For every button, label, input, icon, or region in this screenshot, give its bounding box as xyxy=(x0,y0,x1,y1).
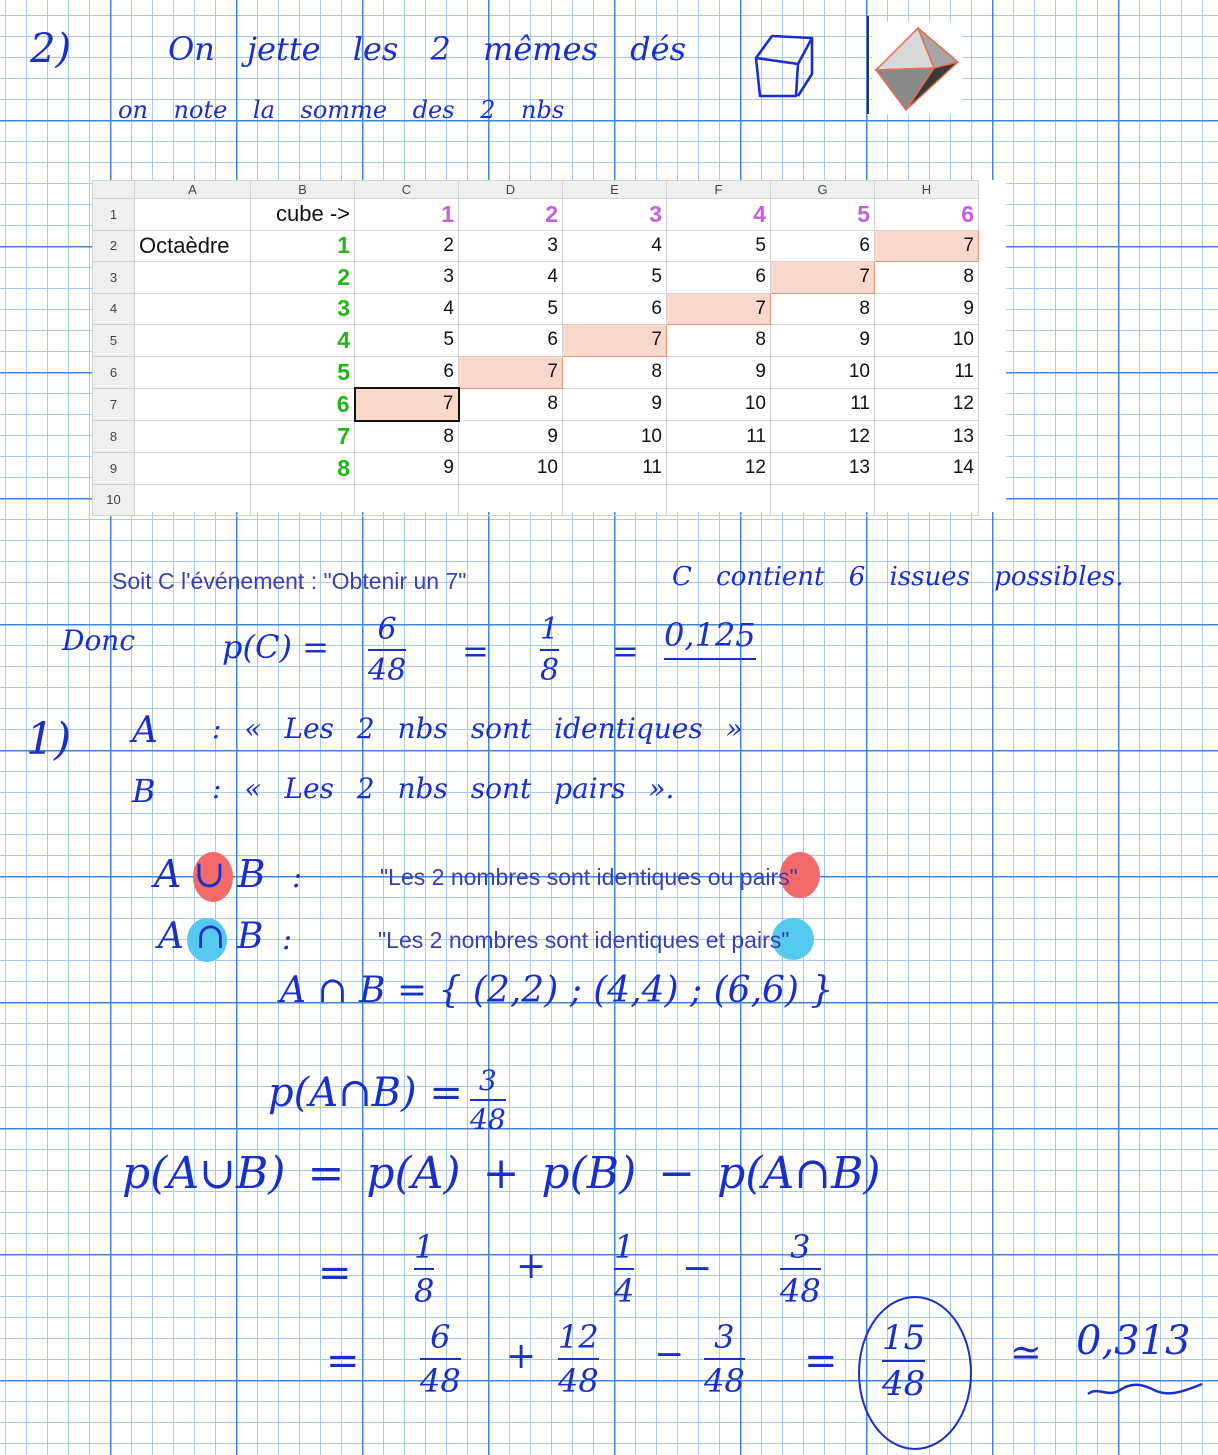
l2-b-num: 1 xyxy=(614,1228,635,1266)
row-number[interactable]: 8 xyxy=(93,421,135,453)
p-inter-num: 3 xyxy=(478,1064,497,1097)
sum-cell[interactable]: 10 xyxy=(563,421,667,453)
l3-plus: + xyxy=(506,1336,537,1377)
cell[interactable] xyxy=(135,453,251,485)
sum-cell[interactable]: 12 xyxy=(771,421,875,453)
approx-sign: ≃ xyxy=(1010,1330,1042,1374)
sum-cell[interactable]: 10 xyxy=(771,356,875,388)
octa-value-cell[interactable]: 3 xyxy=(251,293,355,325)
event-c-definition: Soit C l'événement : "Obtenir un 7" xyxy=(112,568,467,594)
event-b-definition: : « Les 2 nbs sont pairs ». xyxy=(212,772,675,805)
col-header[interactable]: C xyxy=(355,181,459,199)
sum-cell[interactable]: 9 xyxy=(771,325,875,357)
l3-a-num: 6 xyxy=(430,1318,451,1356)
pc-f2-num: 1 xyxy=(540,612,560,647)
sum-cell-seven[interactable]: 7 xyxy=(771,262,875,294)
octa-value-cell[interactable]: 8 xyxy=(251,453,355,485)
cell[interactable] xyxy=(135,293,251,325)
inter-set: A ∩ B = { (2,2) ; (4,4) ; (6,6) } xyxy=(280,970,834,1011)
sum-cell[interactable]: 6 xyxy=(771,230,875,262)
l3-eq-2: = xyxy=(804,1338,838,1384)
sum-cell[interactable]: 8 xyxy=(667,325,771,357)
event-c-note: C contient 6 issues possibles. xyxy=(672,562,1124,592)
fraction-bar xyxy=(614,1268,634,1270)
sum-cell[interactable]: 4 xyxy=(563,230,667,262)
l3-b-den: 48 xyxy=(558,1362,599,1400)
sum-cell[interactable]: 14 xyxy=(875,453,979,485)
cell[interactable] xyxy=(135,199,251,231)
octa-value-cell[interactable]: 5 xyxy=(251,356,355,388)
fraction-bar xyxy=(882,1360,925,1362)
cell[interactable] xyxy=(135,356,251,388)
sum-cell[interactable]: 6 xyxy=(667,262,771,294)
column-header-row xyxy=(93,181,979,199)
octahedron-die-icon xyxy=(872,22,962,114)
union-colon: : xyxy=(292,860,303,895)
final-den: 48 xyxy=(882,1364,926,1404)
table-row xyxy=(93,230,979,262)
col-header[interactable]: B xyxy=(251,181,355,199)
cube-value-cell[interactable]: 4 xyxy=(667,199,771,231)
icon-divider xyxy=(867,16,869,114)
sum-cell[interactable]: 12 xyxy=(875,388,979,421)
sum-cell[interactable]: 9 xyxy=(459,421,563,453)
sum-cell[interactable]: 4 xyxy=(355,293,459,325)
pc-lhs: p(C) = xyxy=(222,628,329,666)
col-header[interactable]: H xyxy=(875,181,979,199)
sum-cell[interactable]: 9 xyxy=(875,293,979,325)
inter-colon: : xyxy=(282,922,293,957)
row-number[interactable]: 3 xyxy=(93,262,135,294)
pc-f2-den: 8 xyxy=(540,653,560,688)
sum-cell[interactable]: 9 xyxy=(667,356,771,388)
fraction-bar xyxy=(704,1358,745,1360)
pc-fraction-2 xyxy=(540,612,559,688)
fraction-bar xyxy=(540,649,559,651)
final-fraction xyxy=(882,1318,925,1404)
cell[interactable] xyxy=(135,262,251,294)
approx-underline-squiggle xyxy=(1086,1376,1206,1400)
sum-cell[interactable]: 13 xyxy=(771,453,875,485)
l3-eq: = xyxy=(326,1338,360,1384)
sum-cell-seven[interactable]: 7 xyxy=(667,293,771,325)
final-num: 15 xyxy=(882,1318,926,1358)
table-row xyxy=(93,453,979,485)
cell[interactable] xyxy=(251,484,355,516)
inter-label: A ∩ B xyxy=(158,916,264,957)
cube-value-cell[interactable]: 5 xyxy=(771,199,875,231)
cell[interactable] xyxy=(875,484,979,516)
l2-b-den: 4 xyxy=(614,1272,635,1310)
sum-cell[interactable]: 6 xyxy=(459,325,563,357)
fraction-bar xyxy=(414,1268,434,1270)
event-a-definition: : « Les 2 nbs sont identiques » xyxy=(212,712,743,745)
p-inter-lhs: p(A∩B) = xyxy=(268,1070,463,1116)
cube-die-icon xyxy=(750,30,820,102)
inter-text: "Les 2 nombres sont identiques et pairs" xyxy=(378,927,790,953)
pc-f1-den: 48 xyxy=(368,653,407,688)
sum-cell[interactable]: 11 xyxy=(771,388,875,421)
sum-cell[interactable]: 12 xyxy=(667,453,771,485)
l2-frac-c xyxy=(780,1228,821,1310)
p-union-formula: p(A∪B) = p(A) + p(B) − p(A∩B) xyxy=(122,1148,881,1199)
event-b-label: B xyxy=(132,772,156,810)
sum-cell[interactable]: 13 xyxy=(875,421,979,453)
header-line-2: on note la somme des 2 nbs xyxy=(118,96,565,124)
sum-cell[interactable]: 11 xyxy=(875,356,979,388)
sum-cell[interactable]: 10 xyxy=(667,388,771,421)
row-number[interactable]: 6 xyxy=(93,356,135,388)
union-text: "Les 2 nombres sont identiques ou pairs" xyxy=(380,864,798,890)
sum-cell[interactable]: 5 xyxy=(355,325,459,357)
pc-eq-3: = xyxy=(612,632,639,670)
sum-cell[interactable]: 8 xyxy=(459,388,563,421)
sum-cell[interactable]: 8 xyxy=(563,356,667,388)
cell[interactable] xyxy=(135,388,251,421)
cell[interactable] xyxy=(135,484,251,516)
sum-cell-selected[interactable]: 7 xyxy=(355,388,459,421)
cell[interactable] xyxy=(459,484,563,516)
cell[interactable] xyxy=(563,484,667,516)
octa-value-cell[interactable]: 7 xyxy=(251,421,355,453)
cube-value-cell[interactable]: 3 xyxy=(563,199,667,231)
sum-cell[interactable]: 9 xyxy=(563,388,667,421)
pc-f1-num: 6 xyxy=(377,612,397,647)
l3-frac-b xyxy=(558,1318,599,1400)
row-number[interactable]: 2 xyxy=(93,230,135,262)
table-row xyxy=(93,325,979,357)
col-header[interactable]: A xyxy=(135,181,251,199)
sum-cell[interactable]: 2 xyxy=(355,230,459,262)
donc-label: Donc xyxy=(62,624,136,657)
cell-corner-label[interactable]: cube -> xyxy=(251,199,355,231)
fraction-bar xyxy=(368,649,406,651)
table-row xyxy=(93,484,979,516)
col-header[interactable]: G xyxy=(771,181,875,199)
table-row xyxy=(93,356,979,388)
table-row xyxy=(93,199,979,231)
cube-value-cell[interactable]: 6 xyxy=(875,199,979,231)
cell[interactable] xyxy=(135,421,251,453)
cell[interactable] xyxy=(667,484,771,516)
l3-minus: − xyxy=(654,1334,685,1375)
sum-cell[interactable]: 8 xyxy=(355,421,459,453)
cell-row-label[interactable]: Octaèdre xyxy=(135,230,251,262)
corner-cell xyxy=(93,181,135,199)
sum-cell-seven[interactable]: 7 xyxy=(875,230,979,262)
sum-cell[interactable]: 6 xyxy=(355,356,459,388)
p-inter-fraction xyxy=(470,1064,506,1136)
pc-fraction-1 xyxy=(368,612,406,688)
cube-value-cell[interactable]: 1 xyxy=(355,199,459,231)
l2-frac-b xyxy=(614,1228,634,1310)
l3-b-num: 12 xyxy=(558,1318,599,1356)
sum-cell[interactable]: 6 xyxy=(563,293,667,325)
sum-cell[interactable]: 8 xyxy=(875,262,979,294)
l2-a-num: 1 xyxy=(414,1228,435,1266)
pc-result: 0,125 xyxy=(664,616,756,660)
table-row xyxy=(93,293,979,325)
p-inter-den: 48 xyxy=(470,1103,506,1136)
sum-cell-seven[interactable]: 7 xyxy=(459,356,563,388)
sum-cell[interactable]: 9 xyxy=(355,453,459,485)
sum-cell[interactable]: 5 xyxy=(667,230,771,262)
union-label: A ∪ B xyxy=(154,852,266,896)
col-header[interactable]: F xyxy=(667,181,771,199)
sum-cell[interactable]: 5 xyxy=(459,293,563,325)
l3-frac-c xyxy=(704,1318,745,1400)
table-row xyxy=(93,388,979,421)
fraction-bar xyxy=(420,1358,461,1360)
col-header[interactable]: E xyxy=(563,181,667,199)
fraction-bar xyxy=(780,1268,821,1270)
cube-value-cell[interactable]: 2 xyxy=(459,199,563,231)
l3-c-num: 3 xyxy=(714,1318,735,1356)
row-number[interactable]: 1 xyxy=(93,199,135,231)
sum-cell[interactable]: 3 xyxy=(459,230,563,262)
octa-value-cell[interactable]: 2 xyxy=(251,262,355,294)
sum-cell[interactable]: 8 xyxy=(771,293,875,325)
cell[interactable] xyxy=(135,325,251,357)
l2-frac-a xyxy=(414,1228,434,1310)
sum-cell[interactable]: 3 xyxy=(355,262,459,294)
l2-plus: + xyxy=(516,1246,547,1287)
sum-cell[interactable]: 11 xyxy=(667,421,771,453)
header-line-1: On jette les 2 mêmes dés xyxy=(168,30,686,68)
sum-cell-seven[interactable]: 7 xyxy=(563,325,667,357)
l3-frac-a xyxy=(420,1318,461,1400)
l2-minus: − xyxy=(682,1248,713,1289)
row-number[interactable]: 7 xyxy=(93,388,135,421)
sum-cell[interactable]: 10 xyxy=(875,325,979,357)
spreadsheet xyxy=(92,180,1006,512)
sum-cell[interactable]: 5 xyxy=(563,262,667,294)
octa-value-cell[interactable]: 1 xyxy=(251,230,355,262)
row-number[interactable]: 5 xyxy=(93,325,135,357)
l3-a-den: 48 xyxy=(420,1362,461,1400)
row-number[interactable]: 9 xyxy=(93,453,135,485)
col-header[interactable]: D xyxy=(459,181,563,199)
l3-c-den: 48 xyxy=(704,1362,745,1400)
l2-c-num: 3 xyxy=(790,1228,811,1266)
sum-cell[interactable]: 4 xyxy=(459,262,563,294)
row-number[interactable]: 10 xyxy=(93,484,135,516)
fraction-bar xyxy=(470,1099,506,1101)
approx-value: 0,313 xyxy=(1076,1318,1191,1364)
pc-eq-2: = xyxy=(462,632,489,670)
sum-cell[interactable]: 10 xyxy=(459,453,563,485)
cell[interactable] xyxy=(771,484,875,516)
octa-value-cell[interactable]: 6 xyxy=(251,388,355,421)
l2-a-den: 8 xyxy=(414,1272,435,1310)
part-number-2: 2) xyxy=(30,26,72,72)
event-a-label: A xyxy=(132,710,158,751)
row-number[interactable]: 4 xyxy=(93,293,135,325)
octa-value-cell[interactable]: 4 xyxy=(251,325,355,357)
table-row xyxy=(93,421,979,453)
sum-cell[interactable]: 11 xyxy=(563,453,667,485)
fraction-bar xyxy=(558,1358,599,1360)
l2-c-den: 48 xyxy=(780,1272,821,1310)
cell[interactable] xyxy=(355,484,459,516)
table-row xyxy=(93,262,979,294)
l2-eq: = xyxy=(318,1250,352,1296)
part-number-1: 1) xyxy=(26,714,72,765)
